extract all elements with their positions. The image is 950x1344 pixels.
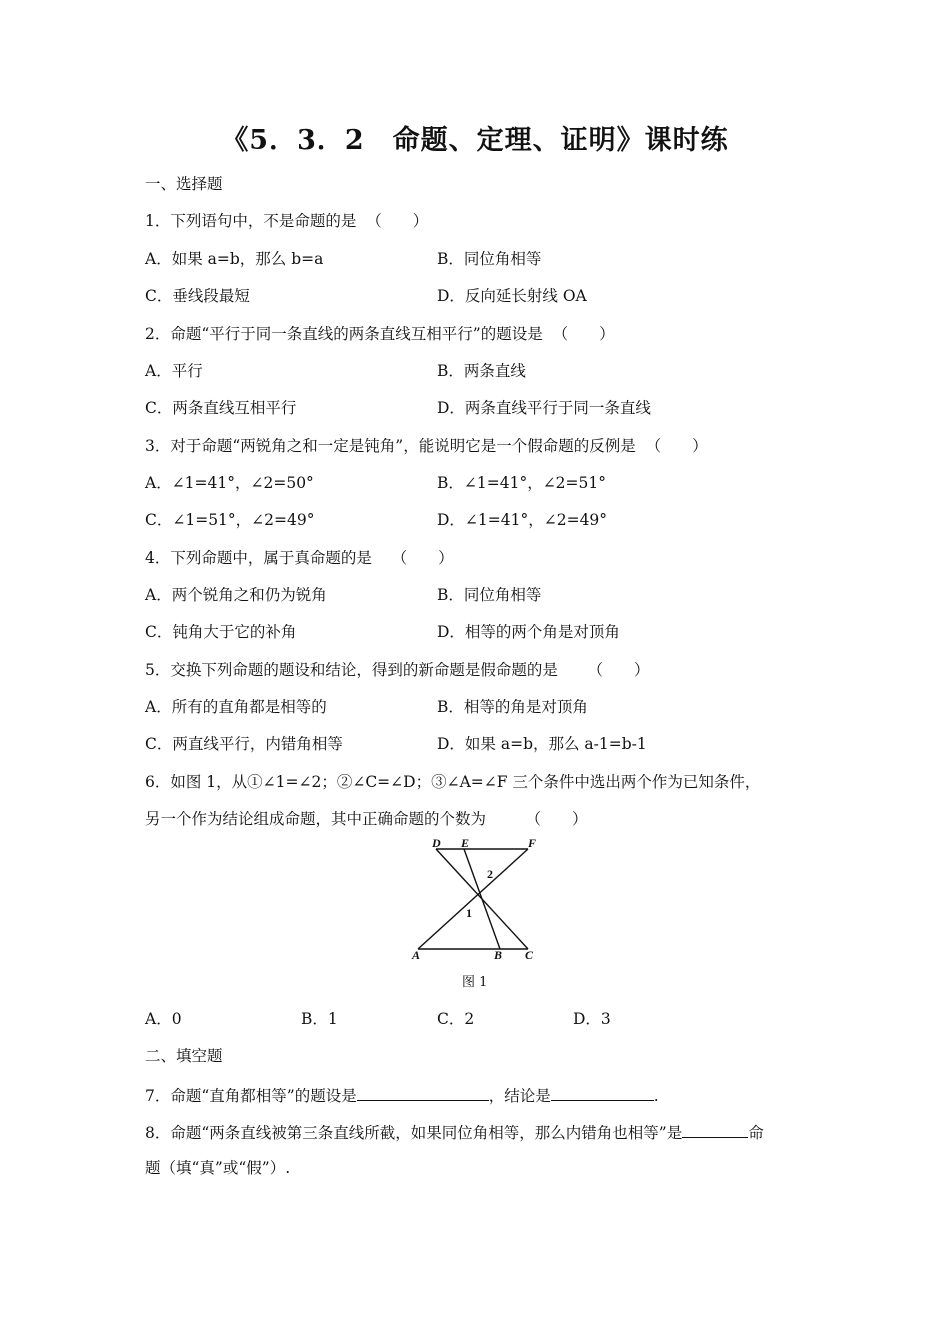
q2-option-c: C．两条直线互相平行 <box>145 399 297 417</box>
question-stem-text: 另一个作为结论组成命题，其中正确命题的个数为 <box>145 810 487 828</box>
q6-option-a: A．0 <box>145 1010 182 1028</box>
q5-option-b: B．相等的角是对顶角 <box>437 698 588 716</box>
label-c: C <box>525 948 534 962</box>
figure-caption: 图 1 <box>462 975 488 990</box>
answer-parentheses: （ ） <box>391 549 454 567</box>
q6-option-d: D．3 <box>573 1010 611 1028</box>
q3-option-c: C．∠1=51°，∠2=49° <box>145 511 315 529</box>
q3-option-a: A．∠1=41°，∠2=50° <box>145 474 314 492</box>
question-stem-text: 2．命题“平行于同一条直线的两条直线互相平行”的题设是 <box>145 325 543 343</box>
question-8-line1 <box>145 1121 764 1143</box>
question-stem-text: . <box>653 1087 659 1105</box>
angle-label-1: 1 <box>466 906 472 920</box>
q1-option-a: A．如果 a=b，那么 b=a <box>145 250 324 268</box>
answer-blank[interactable] <box>682 1121 748 1138</box>
q5-option-d: D．如果 a=b，那么 a-1=b-1 <box>437 735 647 753</box>
angle-label-2: 2 <box>487 867 493 881</box>
section-heading: 一、选择题 <box>145 175 223 193</box>
question-stem-text: 7．命题“直角都相等”的题设是 <box>145 1087 357 1105</box>
geometry-figure <box>408 832 548 964</box>
q2-option-b: B．两条直线 <box>437 362 526 380</box>
q6-option-c: C．2 <box>437 1010 475 1028</box>
line-eb <box>464 849 500 949</box>
question-5-stem <box>145 660 649 680</box>
q3-option-d: D．∠1=41°，∠2=49° <box>437 511 608 529</box>
label-b: B <box>494 948 503 962</box>
question-7 <box>145 1084 659 1106</box>
question-stem-text: 3．对于命题“两锐角之和一定是钝角”，能说明它是一个假命题的反例是 <box>145 437 636 455</box>
q4-option-a: A．两个锐角之和仍为锐角 <box>145 586 327 604</box>
q1-option-d: D．反向延长射线 OA <box>437 287 587 305</box>
q3-option-b: B．∠1=41°，∠2=51° <box>437 474 607 492</box>
label-f: F <box>528 836 537 850</box>
answer-parentheses: （ ） <box>552 325 615 343</box>
answer-parentheses: （ ） <box>366 212 429 230</box>
question-stem-text: 1．下列语句中，不是命题的是 <box>145 212 357 230</box>
q2-option-a: A．平行 <box>145 362 203 380</box>
answer-blank[interactable] <box>357 1084 489 1101</box>
answer-parentheses: （ ） <box>525 810 588 828</box>
label-d: D <box>432 836 441 850</box>
question-stem-text: 4．下列命题中，属于真命题的是 <box>145 549 372 567</box>
q4-option-b: B．同位角相等 <box>437 586 542 604</box>
q5-option-a: A．所有的直角都是相等的 <box>145 698 327 716</box>
question-4-stem <box>145 548 454 568</box>
answer-parentheses: （ ） <box>587 661 650 679</box>
question-stem-text: 8．命题“两条直线被第三条直线所截，如果同位角相等，那么内错角也相等”是 <box>145 1124 683 1142</box>
question-stem-text: 5．交换下列命题的题设和结论，得到的新命题是假命题的是 <box>145 661 558 679</box>
question-6-stem-line2 <box>145 809 587 829</box>
question-8-line2: 题（填“真”或“假”）. <box>145 1159 291 1177</box>
q1-option-b: B．同位角相等 <box>437 250 542 268</box>
q4-option-d: D．相等的两个角是对顶角 <box>437 623 620 641</box>
q1-option-c: C．垂线段最短 <box>145 287 250 305</box>
answer-blank[interactable] <box>551 1084 654 1101</box>
question-6-stem-line1: 6．如图 1，从①∠1=∠2；②∠C=∠D；③∠A=∠F 三个条件中选出两个作为已知条件， <box>145 773 761 791</box>
question-3-stem <box>145 436 708 456</box>
q2-option-d: D．两条直线平行于同一条直线 <box>437 399 651 417</box>
answer-parentheses: （ ） <box>645 437 708 455</box>
label-a: A <box>412 948 421 962</box>
line-af <box>418 849 528 949</box>
q5-option-c: C．两直线平行，内错角相等 <box>145 735 343 753</box>
page-title: 《5．3．2 命题、定理、证明》课时练 <box>221 125 729 156</box>
question-stem-text: 命 <box>748 1124 764 1142</box>
q4-option-c: C．钝角大于它的补角 <box>145 623 297 641</box>
question-stem-text: ，结论是 <box>488 1087 551 1105</box>
q6-option-b: B．1 <box>301 1010 338 1028</box>
question-1-stem <box>145 211 428 231</box>
question-2-stem <box>145 324 615 344</box>
section-heading: 二、填空题 <box>145 1047 223 1065</box>
label-e: E <box>461 836 470 850</box>
